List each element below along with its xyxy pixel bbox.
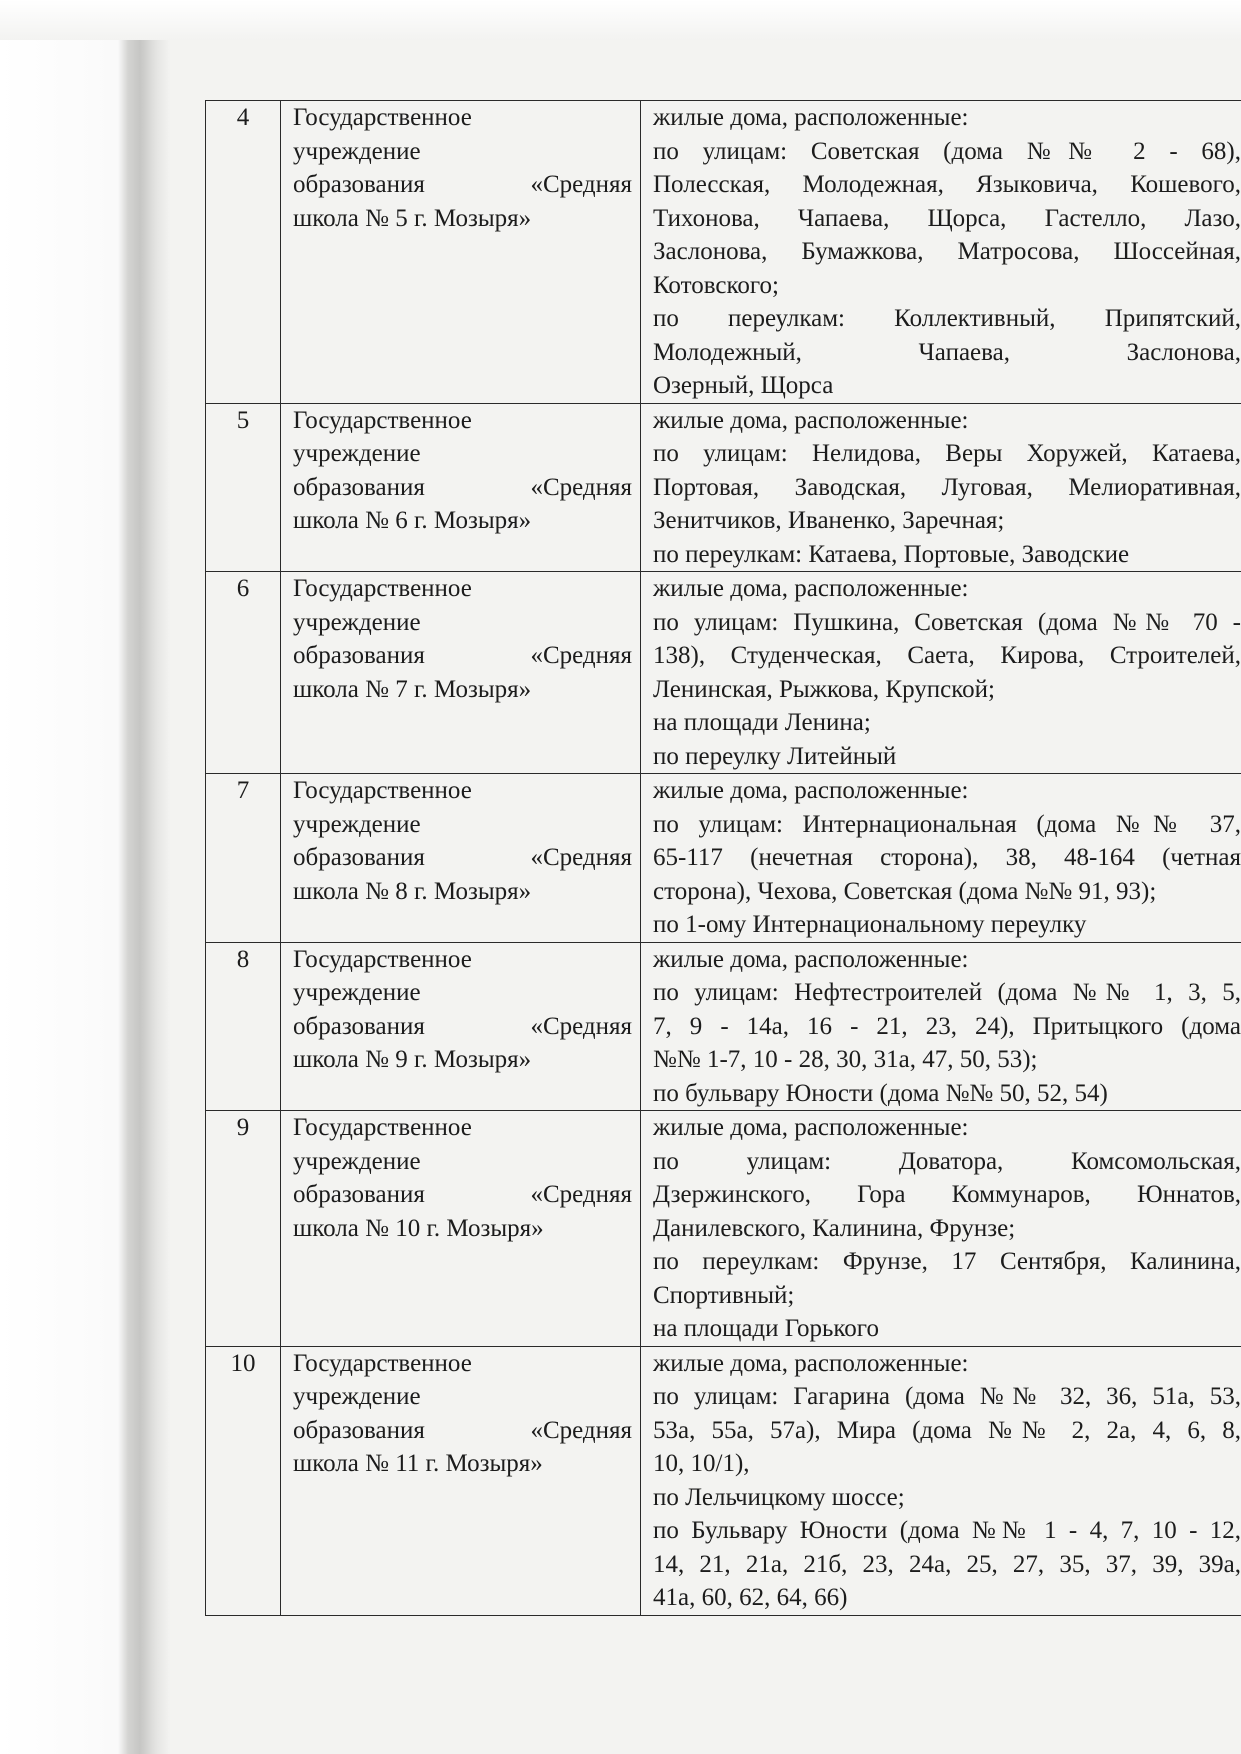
school-name-line: образования «Средняя bbox=[293, 1416, 632, 1444]
address-line: на площади Горького bbox=[653, 1315, 879, 1342]
address-line: жилые дома, расположенные: bbox=[653, 777, 969, 804]
table-row bbox=[206, 1346, 1241, 1615]
address-line: 53а, 55а, 57а), Мира (дома №№ 2, 2а, 4, 6, 8, bbox=[653, 1416, 1241, 1444]
row-number: 8 bbox=[206, 942, 281, 1111]
row-number: 7 bbox=[206, 774, 281, 943]
address-cell bbox=[641, 403, 1241, 572]
row-number: 10 bbox=[206, 1346, 281, 1615]
address-line: по улицам: Нелидова, Веры Хоружей, Катаева, bbox=[653, 440, 1241, 467]
address-line: по переулку Литейный bbox=[653, 742, 897, 770]
table-row bbox=[206, 774, 1241, 943]
school-name-line: школа № 11 г. Мозыря» bbox=[293, 1450, 543, 1477]
school-name-line: образования «Средняя bbox=[293, 1181, 632, 1208]
address-line: по Бульвару Юности (дома №№ 1 - 4, 7, 10 - 12, bbox=[653, 1517, 1241, 1544]
school-name-line: учреждение bbox=[293, 137, 421, 165]
school-name-line: школа № 9 г. Мозыря» bbox=[293, 1046, 532, 1073]
school-name-line: Государственное bbox=[293, 1349, 472, 1377]
address-line: по улицам: Пушкина, Советская (дома №№ 70 - bbox=[653, 608, 1241, 636]
address-line: по 1-ому Интернациональному переулку bbox=[653, 911, 1087, 938]
school-name-line: школа № 8 г. Мозыря» bbox=[293, 877, 532, 905]
address-line: №№ 1-7, 10 - 28, 30, 31а, 47, 50, 53); bbox=[653, 1046, 1038, 1073]
address-line: 138), Студенческая, Саета, Кирова, Строителей, bbox=[653, 642, 1241, 669]
school-name-line: образования «Средняя bbox=[293, 642, 632, 669]
address-line: жилые дома, расположенные: bbox=[653, 1114, 969, 1141]
address-line: Данилевского, Калинина, Фрунзе; bbox=[653, 1214, 1016, 1242]
school-name-line: учреждение bbox=[293, 608, 421, 636]
address-line: по улицам: Интернациональная (дома №№ 37, bbox=[653, 810, 1241, 838]
school-name-line: школа № 7 г. Мозыря» bbox=[293, 675, 532, 703]
address-line: по Лельчицкому шоссе; bbox=[653, 1483, 905, 1511]
table-row bbox=[206, 572, 1241, 774]
address-line: жилые дома, расположенные: bbox=[653, 575, 969, 602]
school-name-line: школа № 6 г. Мозыря» bbox=[293, 507, 532, 534]
school-name-line: Государственное bbox=[293, 406, 472, 434]
school-name-cell bbox=[281, 942, 641, 1111]
school-name-line: учреждение bbox=[293, 1383, 421, 1410]
address-line: Зенитчиков, Иваненко, Заречная; bbox=[653, 507, 1005, 534]
address-line: по улицам: Нефтестроителей (дома №№ 1, 3, 5, bbox=[653, 979, 1241, 1006]
row-number: 5 bbox=[206, 403, 281, 572]
address-cell bbox=[641, 1111, 1241, 1347]
school-name-line: Государственное bbox=[293, 777, 472, 804]
address-line: Ленинская, Рыжкова, Крупской; bbox=[653, 675, 995, 703]
school-name-line: учреждение bbox=[293, 1147, 421, 1175]
address-cell bbox=[641, 942, 1241, 1111]
address-line: жилые дома, расположенные: bbox=[653, 945, 969, 973]
school-name-line: Государственное bbox=[293, 945, 472, 973]
school-name-cell bbox=[281, 101, 641, 404]
address-line: жилые дома, расположенные: bbox=[653, 406, 969, 434]
table-row bbox=[206, 1111, 1241, 1347]
address-line: по переулкам: Коллективный, Припятский, bbox=[653, 305, 1241, 332]
address-line: на площади Ленина; bbox=[653, 709, 871, 736]
address-line: жилые дома, расположенные: bbox=[653, 104, 969, 131]
address-cell bbox=[641, 572, 1241, 774]
address-line: по улицам: Гагарина (дома №№ 32, 36, 51а, 53, bbox=[653, 1383, 1241, 1410]
address-line: 14, 21, 21а, 21б, 23, 24а, 25, 27, 35, 37, 39, 39а, bbox=[653, 1550, 1241, 1578]
school-name-cell bbox=[281, 403, 641, 572]
address-line: по улицам: Доватора, Комсомольская, bbox=[653, 1147, 1241, 1175]
table-row bbox=[206, 101, 1241, 404]
school-name-cell bbox=[281, 774, 641, 943]
scan-shadow-edge bbox=[0, 0, 170, 1754]
address-line: Молодежный, Чапаева, Заслонова, bbox=[653, 338, 1241, 366]
address-line: по переулкам: Фрунзе, 17 Сентября, Калинина, bbox=[653, 1248, 1241, 1275]
row-number: 6 bbox=[206, 572, 281, 774]
school-name-line: учреждение bbox=[293, 440, 421, 467]
address-cell bbox=[641, 101, 1241, 404]
school-name-line: Государственное bbox=[293, 104, 472, 131]
scan-top-edge bbox=[0, 0, 1241, 40]
school-name-line: образования «Средняя bbox=[293, 844, 632, 871]
row-number: 4 bbox=[206, 101, 281, 404]
school-name-cell bbox=[281, 1111, 641, 1347]
school-name-cell bbox=[281, 1346, 641, 1615]
address-line: по улицам: Советская (дома №№ 2 - 68), bbox=[653, 137, 1241, 165]
address-line: по бульвару Юности (дома №№ 50, 52, 54) bbox=[653, 1079, 1108, 1107]
address-line: Портовая, Заводская, Луговая, Мелиоративная, bbox=[653, 473, 1241, 501]
address-line: Спортивный; bbox=[653, 1281, 795, 1309]
address-line: сторона), Чехова, Советская (дома №№ 91, 93); bbox=[653, 877, 1157, 905]
school-name-line: учреждение bbox=[293, 979, 421, 1006]
address-line: по переулкам: Катаева, Портовые, Заводские bbox=[653, 540, 1130, 568]
school-name-line: Государственное bbox=[293, 1114, 472, 1141]
table-row bbox=[206, 942, 1241, 1111]
table-body bbox=[206, 101, 1241, 1616]
address-line: жилые дома, расположенные: bbox=[653, 1349, 969, 1377]
school-name-line: Государственное bbox=[293, 575, 472, 602]
address-line: Котовского; bbox=[653, 271, 779, 299]
address-cell bbox=[641, 1346, 1241, 1615]
address-line: 65-117 (нечетная сторона), 38, 48-164 (четная bbox=[653, 844, 1241, 871]
address-line: Озерный, Щорса bbox=[653, 372, 834, 399]
school-name-line: учреждение bbox=[293, 810, 421, 838]
address-line: Полесская, Молодежная, Языковича, Кошевого, bbox=[653, 171, 1241, 198]
row-number: 9 bbox=[206, 1111, 281, 1347]
school-district-table bbox=[205, 100, 1241, 1616]
school-name-line: образования «Средняя bbox=[293, 473, 632, 501]
school-name-cell bbox=[281, 572, 641, 774]
address-cell bbox=[641, 774, 1241, 943]
school-name-line: образования «Средняя bbox=[293, 1012, 632, 1040]
address-line: Тихонова, Чапаева, Щорса, Гастелло, Лазо, bbox=[653, 204, 1241, 232]
address-line: 7, 9 - 14а, 16 - 21, 23, 24), Притыцкого (дома bbox=[653, 1012, 1241, 1040]
address-line: Дзержинского, Гора Коммунаров, Юннатов, bbox=[653, 1181, 1241, 1208]
address-line: 10, 10/1), bbox=[653, 1450, 750, 1477]
school-name-line: образования «Средняя bbox=[293, 171, 632, 198]
address-line: 41а, 60, 62, 64, 66) bbox=[653, 1584, 848, 1611]
school-name-line: школа № 10 г. Мозыря» bbox=[293, 1214, 544, 1242]
address-line: Заслонова, Бумажкова, Матросова, Шоссейная, bbox=[653, 238, 1241, 265]
school-name-line: школа № 5 г. Мозыря» bbox=[293, 204, 532, 232]
table-row bbox=[206, 403, 1241, 572]
